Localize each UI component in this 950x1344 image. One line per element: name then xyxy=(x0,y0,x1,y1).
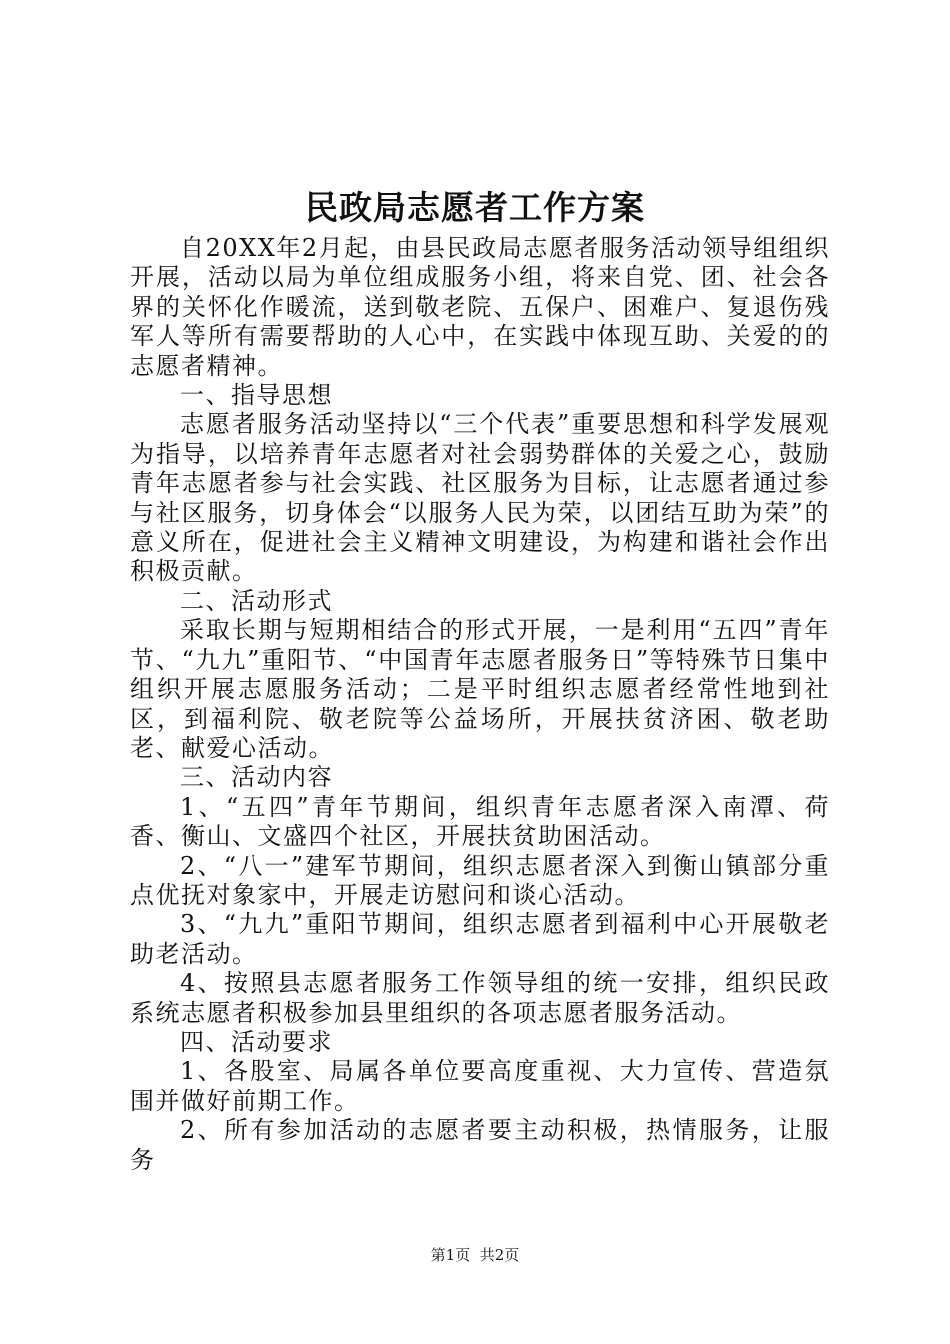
requirement-item-1: 1、各股室、局属各单位要高度重视、大力宣传、营造氛围并做好前期工作。 xyxy=(130,1057,830,1115)
content-item-2: 2、“八一”建军节期间，组织志愿者深入到衡山镇部分重点优抚对象家中，开展走访慰问和谈心活动。 xyxy=(130,851,830,909)
section-heading-activity-content: 三、活动内容 xyxy=(180,763,333,792)
content-item-4: 4、按照县志愿者服务工作领导组的统一安排，组织民政系统志愿者积极参加县里组织的各项志愿者服务活动。 xyxy=(130,969,830,1027)
page-total: 共2页 xyxy=(479,1246,520,1264)
page-footer xyxy=(0,1245,950,1265)
section-heading-activity-form: 二、活动形式 xyxy=(180,586,333,615)
page-number: 第1页 xyxy=(430,1246,471,1264)
intro-paragraph: 自20XX年2月起，由县民政局志愿者服务活动领导组组织开展，活动以局为单位组成服务小组，将来自党、团、社会各界的关怀化作暖流，送到敬老院、五保户、困难户、复退伤残军人等所有需要帮助的人心中，在实践中体现互助、关爱的的志愿者精神。 xyxy=(130,234,830,380)
section-heading-guiding-ideology: 一、指导思想 xyxy=(180,381,333,410)
document-title: 民政局志愿者工作方案 xyxy=(305,188,645,227)
activity-form-paragraph: 采取长期与短期相结合的形式开展，一是利用“五四”青年节、“九九”重阳节、“中国青年志愿者服务日”等特殊节日集中组织开展志愿服务活动；二是平时组织志愿者经常性地到社区，到福利院、敬老院等公益场所，开展扶贫济困、敬老助老、献爱心活动。 xyxy=(130,616,830,762)
requirement-item-2: 2、所有参加活动的志愿者要主动积极，热情服务，让服务 xyxy=(130,1116,830,1174)
guiding-ideology-paragraph: 志愿者服务活动坚持以“三个代表”重要思想和科学发展观为指导，以培养青年志愿者对社会弱势群体的关爱之心，鼓励青年志愿者参与社会实践、社区服务为目标，让志愿者通过参与社区服务，切身体会“以服务人民为荣，以团结互助为荣”的意义所在，促进社会主义精神文明建设，为构建和谐社会作出积极贡献。 xyxy=(130,410,830,586)
content-item-1: 1、“五四”青年节期间，组织青年志愿者深入南潭、荷香、衡山、文盛四个社区，开展扶贫助困活动。 xyxy=(130,792,830,851)
document-body xyxy=(130,234,830,1175)
section-heading-activity-requirements: 四、活动要求 xyxy=(180,1027,333,1056)
content-item-3: 3、“九九”重阳节期间，组织志愿者到福利中心开展敬老助老活动。 xyxy=(130,910,830,968)
